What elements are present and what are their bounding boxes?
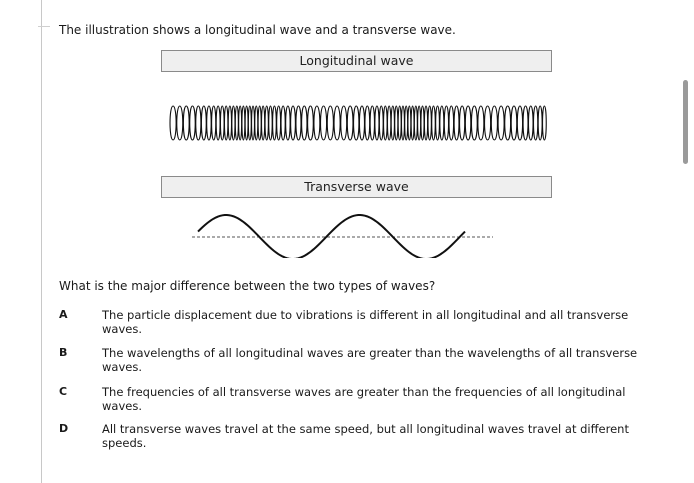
option-text: The particle displacement due to vibrations is different in all longitudinal and all transverse waves. <box>102 308 629 336</box>
option-letter: C <box>59 385 68 398</box>
longitudinal-wave-coil <box>165 100 553 144</box>
longitudinal-wave-label: Longitudinal wave <box>161 50 552 72</box>
option-letter: D <box>59 422 69 435</box>
transverse-wave-curve <box>190 204 495 258</box>
question-text: What is the major difference between the two types of waves? <box>59 279 436 293</box>
transverse-wave-label: Transverse wave <box>161 176 552 198</box>
option-letter: B <box>59 346 68 359</box>
option-text: All transverse waves travel at the same speed, but all longitudinal waves travel at different speeds. <box>102 422 629 450</box>
intro-text: The illustration shows a longitudinal wave and a transverse wave. <box>59 23 456 37</box>
option-letter: A <box>59 308 68 321</box>
margin-tick <box>38 26 50 27</box>
scrollbar-thumb[interactable] <box>683 80 688 164</box>
option-text: The frequencies of all transverse waves are greater than the frequencies of all longitudinal waves. <box>102 385 626 413</box>
option-text: The wavelengths of all longitudinal waves are greater than the wavelengths of all transverse waves. <box>102 346 638 374</box>
